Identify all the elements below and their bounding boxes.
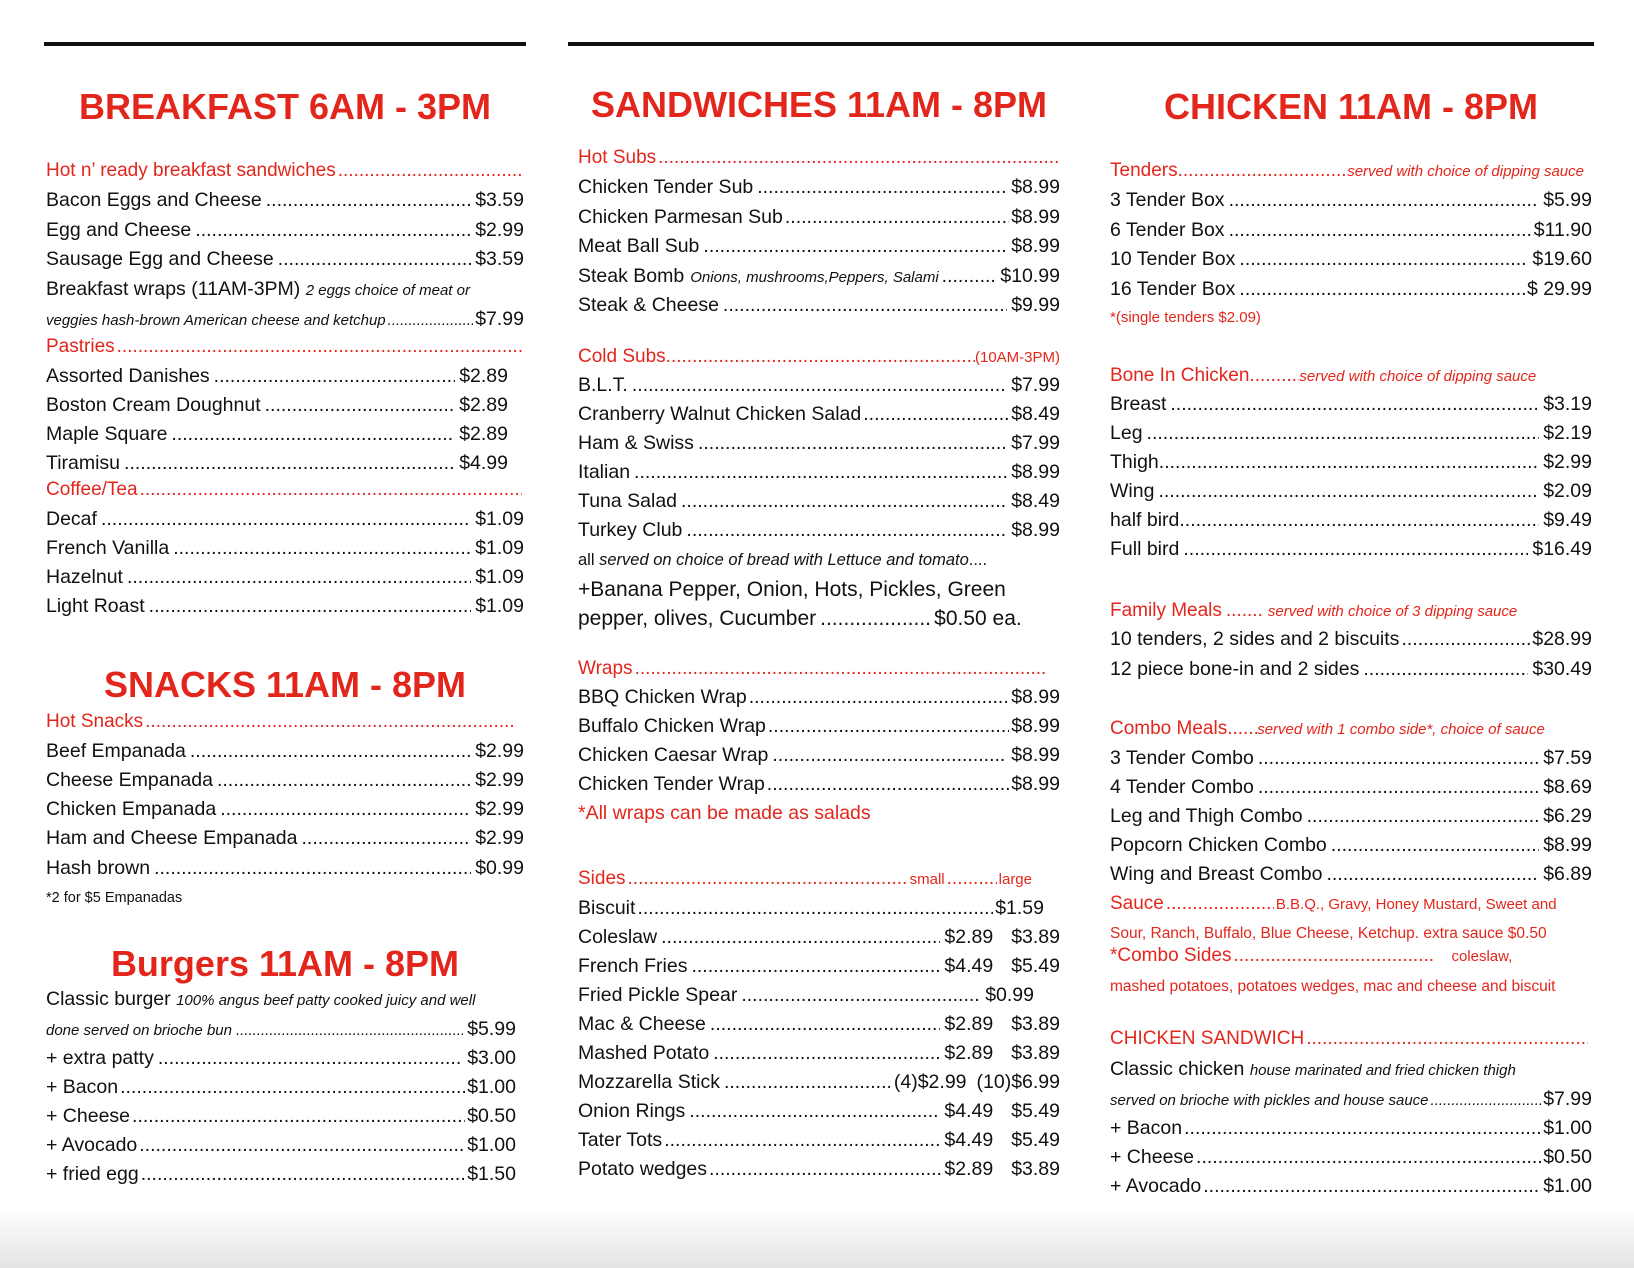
menu-row: Cheese Empanada ..... $2.99: [46, 769, 524, 795]
coffee-header: Coffee/Tea .....: [46, 479, 524, 505]
combo-sides-line2: mashed potatoes, potatoes wedges, mac and cheese and biscuit: [1110, 978, 1556, 995]
single-tenders-note: *(single tenders $2.09): [1110, 309, 1261, 326]
menu-row: Chicken Empanada ..... $2.99: [46, 798, 524, 824]
menu-row: Mozzarella Stick ..... (4)$2.99 (10)$6.99: [578, 1071, 1060, 1097]
menu-row: Light Roast ..... $1.09: [46, 595, 524, 621]
menu-row: Cranberry Walnut Chicken Salad ..... $8.49: [578, 403, 1060, 429]
menu-row: Wing ..... $2.09: [1110, 480, 1592, 506]
menu-row: 4 Tender Combo ..... $8.69: [1110, 776, 1592, 802]
menu-row: French Vanilla ..... $1.09: [46, 537, 524, 563]
sandwiches-heading: SANDWICHES 11AM - 8PM: [590, 84, 1048, 125]
breakfast-heading: BREAKFAST 6AM - 3PM: [78, 86, 492, 127]
menu-row: Leg and Thigh Combo ..... $6.29: [1110, 805, 1592, 831]
family-meals-header: Family Meals ..... served with choice of 3 dipping sauce: [1110, 600, 1592, 626]
menu-row: Full bird ..... $16.49: [1110, 538, 1592, 564]
menu-row: Tiramisu ..... $4.99: [46, 452, 508, 478]
menu-row: 10 tenders, 2 sides and 2 biscuits ..... $28.99: [1110, 628, 1592, 654]
menu-row: + Avocado ..... $1.00: [46, 1134, 516, 1160]
menu-row: Boston Cream Doughnut ..... $2.89: [46, 394, 508, 420]
column-breakfast-snacks-burgers: [46, 0, 524, 1268]
menu-row: Bacon Eggs and Cheese ..... $3.59: [46, 189, 524, 215]
wraps-header: Wraps .....: [578, 658, 1048, 684]
combo-meals-header: Combo Meals ..... served with 1 combo side*, choice of sauce: [1110, 718, 1592, 744]
hot-subs-header: Hot Subs .....: [578, 147, 1062, 173]
menu-row: B.L.T. ..... $7.99: [578, 374, 1060, 400]
menu-row: BBQ Chicken Wrap ..... $8.99: [578, 686, 1060, 712]
menu-row: + Cheese ..... $0.50: [46, 1105, 516, 1131]
empanada-note: *2 for $5 Empanadas: [46, 890, 183, 906]
served-note: all served on choice of bread with Lettuce and tomato....: [578, 551, 988, 569]
cold-subs-header: Cold Subs ..... (10AM-3PM): [578, 346, 1060, 372]
menu-row: Coleslaw ..... $2.89 $3.89: [578, 926, 1060, 952]
column-chicken: [1110, 0, 1592, 1268]
menu-row: Steak Bomb Onions, mushrooms,Peppers, Salami ..... $10.99: [578, 265, 1060, 291]
menu-row: + fried egg ..... $1.50: [46, 1163, 516, 1189]
menu-row: 6 Tender Box ..... $11.90: [1110, 219, 1592, 245]
menu-row: Beef Empanada ..... $2.99: [46, 740, 524, 766]
menu-row: Chicken Tender Wrap ..... $8.99: [578, 773, 1060, 799]
menu-row: + Bacon ..... $1.00: [1110, 1117, 1592, 1143]
menu-row: Ham and Cheese Empanada ..... $2.99: [46, 827, 524, 853]
menu-row: half bird ..... $9.49: [1110, 509, 1592, 535]
menu-row: Maple Square ..... $2.89: [46, 423, 508, 449]
sauce-header: Sauce ..... B.B.Q., Gravy, Honey Mustard, Sweet and: [1110, 893, 1592, 919]
menu-row: 16 Tender Box ..... $ 29.99: [1110, 278, 1592, 304]
column-sandwiches-sides: [578, 0, 1060, 1268]
menu-row: Egg and Cheese ..... $2.99: [46, 219, 524, 245]
burger-line1: Classic burger 100% angus beef patty cooked juicy and well: [46, 988, 476, 1010]
toppings-line1: +Banana Pepper, Onion, Hots, Pickles, Green: [578, 578, 1006, 601]
chicken-sandwich-header: CHICKEN SANDWICH .....: [1110, 1028, 1590, 1054]
breakfast-wraps-line1: Breakfast wraps (11AM-3PM) 2 eggs choice of meat or: [46, 278, 470, 300]
sides-header: Sides ..... small ..... large: [578, 868, 1032, 894]
menu-row: 10 Tender Box ..... $19.60: [1110, 248, 1592, 274]
menu-row: Tater Tots ..... $4.49 $5.49: [578, 1129, 1060, 1155]
menu-row: Onion Rings ..... $4.49 $5.49: [578, 1100, 1060, 1126]
combo-sides-header: *Combo Sides ..... coleslaw,: [1110, 945, 1592, 971]
menu-row: Potato wedges ..... $2.89 $3.89: [578, 1158, 1060, 1184]
menu-row: + extra patty ..... $3.00: [46, 1047, 516, 1073]
chicken-sandwich-line2: served on brioche with pickles and house sauce ..... $7.99: [1110, 1088, 1592, 1114]
chicken-sandwich-line1: Classic chicken house marinated and fried chicken thigh: [1110, 1058, 1516, 1080]
toppings-line2: pepper, olives, Cucumber ..... $0.50 ea.: [578, 607, 1060, 635]
menu-row: Sausage Egg and Cheese ..... $3.59: [46, 248, 524, 274]
menu-row: Steak & Cheese ..... $9.99: [578, 294, 1060, 320]
menu-row: Breast ..... $3.19: [1110, 393, 1592, 419]
bone-in-header: Bone In Chicken ..... served with choice of dipping sauce: [1110, 365, 1582, 391]
hot-snacks-header: Hot Snacks .....: [46, 711, 516, 737]
menu-row: Buffalo Chicken Wrap ..... $8.99: [578, 715, 1060, 741]
bottom-shadow: [0, 1208, 1634, 1268]
menu-row: Mac & Cheese ..... $2.89 $3.89: [578, 1013, 1060, 1039]
menu-row: Hazelnut ..... $1.09: [46, 566, 524, 592]
menu-row: 3 Tender Combo ..... $7.59: [1110, 747, 1592, 773]
menu-row: Chicken Tender Sub ..... $8.99: [578, 176, 1060, 202]
menu-row: Thigh ..... $2.99: [1110, 451, 1592, 477]
menu-row: Fried Pickle Spear ..... $0.99: [578, 984, 1034, 1010]
menu-row: Tuna Salad ..... $8.49: [578, 490, 1060, 516]
pastries-header: Pastries .....: [46, 336, 524, 362]
menu-row: Leg ..... $2.19: [1110, 422, 1592, 448]
menu-row: + Cheese ..... $0.50: [1110, 1146, 1592, 1172]
chicken-heading: CHICKEN 11AM - 8PM: [1163, 86, 1539, 127]
menu-row: Chicken Parmesan Sub ..... $8.99: [578, 206, 1060, 232]
burger-line2: done served on brioche bun ..... $5.99: [46, 1018, 516, 1044]
hot-ready-header: Hot n’ ready breakfast sandwiches .....: [46, 160, 524, 186]
wraps-salad-note: *All wraps can be made as salads: [578, 802, 871, 824]
breakfast-wraps-line2: veggies hash-brown American cheese and ketchup ..... $7.99: [46, 308, 524, 334]
menu-row: Italian ..... $8.99: [578, 461, 1060, 487]
menu-row: Assorted Danishes ..... $2.89: [46, 365, 508, 391]
menu-row: Decaf ..... $1.09: [46, 508, 524, 534]
tenders-header: Tenders ..... served with choice of dipping sauce: [1110, 160, 1584, 186]
menu-row: Mashed Potato ..... $2.89 $3.89: [578, 1042, 1060, 1068]
menu-row: French Fries ..... $4.49 $5.49: [578, 955, 1060, 981]
sauce-list-line2: Sour, Ranch, Buffalo, Blue Cheese, Ketchup. extra sauce $0.50: [1110, 925, 1547, 942]
menu-row: 3 Tender Box ..... $5.99: [1110, 189, 1592, 215]
menu-row: Popcorn Chicken Combo ..... $8.99: [1110, 834, 1592, 860]
menu-row: Ham & Swiss ..... $7.99: [578, 432, 1060, 458]
menu-row: Turkey Club ..... $8.99: [578, 519, 1060, 545]
menu-row: + Avocado ..... $1.00: [1110, 1175, 1592, 1201]
snacks-heading: SNACKS 11AM - 8PM: [103, 664, 467, 705]
menu-row: + Bacon ..... $1.00: [46, 1076, 516, 1102]
menu-row: Meat Ball Sub ..... $8.99: [578, 235, 1060, 261]
menu-row: Wing and Breast Combo ..... $6.89: [1110, 863, 1592, 889]
menu-row: Hash brown ..... $0.99: [46, 857, 524, 883]
menu-row: Chicken Caesar Wrap ..... $8.99: [578, 744, 1060, 770]
burgers-heading: Burgers 11AM - 8PM: [110, 943, 460, 984]
menu-row: Biscuit ..... $1.59: [578, 897, 1044, 923]
menu-row: 12 piece bone-in and 2 sides ..... $30.49: [1110, 658, 1592, 684]
